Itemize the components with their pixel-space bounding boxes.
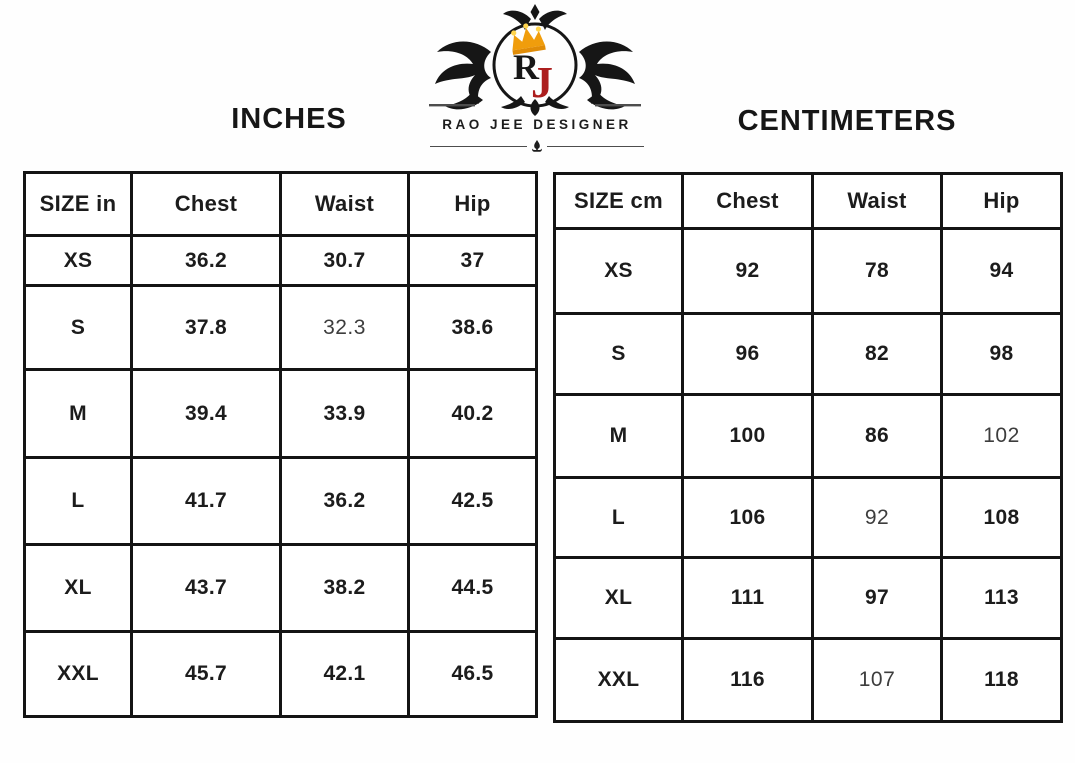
- table-row: [25, 545, 537, 632]
- size-label-cell: XS: [25, 236, 132, 286]
- size-label-cell: XL: [25, 545, 132, 632]
- size-label-cell: L: [555, 478, 683, 558]
- size-label-cell: XS: [555, 229, 683, 314]
- measurement-cell: 43.7: [132, 545, 281, 632]
- size-label-cell: S: [555, 314, 683, 395]
- size-label-cell: XL: [555, 558, 683, 639]
- table-row: [555, 229, 1062, 314]
- column-header: SIZE cm: [555, 174, 683, 229]
- size-label-cell: L: [25, 458, 132, 545]
- measurement-cell: 82: [813, 314, 942, 395]
- header-row: [25, 173, 537, 236]
- measurement-cell: 106: [683, 478, 813, 558]
- measurement-cell: 102: [942, 395, 1062, 478]
- size-label-cell: S: [25, 286, 132, 370]
- measurement-cell: 36.2: [132, 236, 281, 286]
- table-row: [555, 478, 1062, 558]
- measurement-cell: 39.4: [132, 370, 281, 458]
- column-header: Hip: [942, 174, 1062, 229]
- measurement-cell: 108: [942, 478, 1062, 558]
- brand-logo: [427, 2, 643, 116]
- column-header: Waist: [813, 174, 942, 229]
- centimeters-title: CENTIMETERS: [737, 105, 957, 137]
- size-label-cell: M: [25, 370, 132, 458]
- measurement-cell: 42.1: [281, 632, 409, 717]
- column-header: Chest: [132, 173, 281, 236]
- measurement-cell: 94: [942, 229, 1062, 314]
- measurement-cell: 38.2: [281, 545, 409, 632]
- brand-divider: [430, 140, 644, 152]
- size-table-inches: [23, 171, 538, 718]
- measurement-cell: 38.6: [409, 286, 537, 370]
- table-row: [555, 639, 1062, 722]
- measurement-cell: 44.5: [409, 545, 537, 632]
- measurement-cell: 100: [683, 395, 813, 478]
- measurement-cell: 107: [813, 639, 942, 722]
- size-label-cell: M: [555, 395, 683, 478]
- monogram-letter-j: J: [531, 58, 553, 107]
- measurement-cell: 37: [409, 236, 537, 286]
- monogram-letter-r: R: [513, 47, 539, 87]
- inches-title: INCHES: [231, 103, 347, 135]
- table-row: [25, 370, 537, 458]
- measurement-cell: 96: [683, 314, 813, 395]
- measurement-cell: 111: [683, 558, 813, 639]
- divider-line: [430, 146, 527, 147]
- table-row: [25, 286, 537, 370]
- measurement-cell: 116: [683, 639, 813, 722]
- column-header: Hip: [409, 173, 537, 236]
- table-row: [25, 458, 537, 545]
- size-label-cell: XXL: [25, 632, 132, 717]
- column-header: SIZE in: [25, 173, 132, 236]
- measurement-cell: 36.2: [281, 458, 409, 545]
- divider-line: [547, 146, 644, 147]
- measurement-cell: 86: [813, 395, 942, 478]
- size-table-centimeters: [553, 172, 1063, 723]
- table-row: [555, 314, 1062, 395]
- measurement-cell: 33.9: [281, 370, 409, 458]
- measurement-cell: 41.7: [132, 458, 281, 545]
- measurement-cell: 40.2: [409, 370, 537, 458]
- header-row: [555, 174, 1062, 229]
- brand-name: RAO JEE DESIGNER: [442, 117, 632, 132]
- measurement-cell: 45.7: [132, 632, 281, 717]
- table-row: [555, 558, 1062, 639]
- measurement-cell: 46.5: [409, 632, 537, 717]
- measurement-cell: 113: [942, 558, 1062, 639]
- table-row: [25, 236, 537, 286]
- measurement-cell: 78: [813, 229, 942, 314]
- measurement-cell: 30.7: [281, 236, 409, 286]
- column-header: Chest: [683, 174, 813, 229]
- measurement-cell: 92: [683, 229, 813, 314]
- fleur-de-lis-icon: [532, 140, 542, 152]
- table-row: [555, 395, 1062, 478]
- table-row: [25, 632, 537, 717]
- measurement-cell: 92: [813, 478, 942, 558]
- measurement-cell: 118: [942, 639, 1062, 722]
- measurement-cell: 98: [942, 314, 1062, 395]
- measurement-cell: 42.5: [409, 458, 537, 545]
- measurement-cell: 37.8: [132, 286, 281, 370]
- size-label-cell: XXL: [555, 639, 683, 722]
- measurement-cell: 32.3: [281, 286, 409, 370]
- column-header: Waist: [281, 173, 409, 236]
- measurement-cell: 97: [813, 558, 942, 639]
